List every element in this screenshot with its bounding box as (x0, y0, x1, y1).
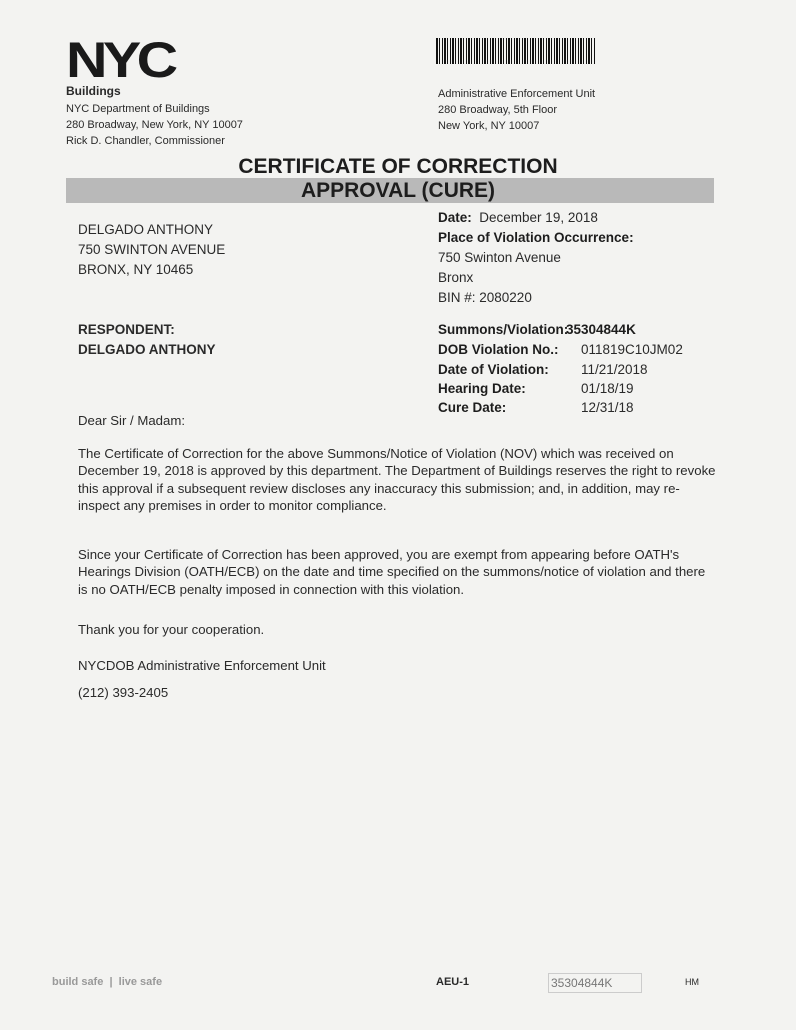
detail-value: 01/18/19 (581, 381, 634, 396)
place-line: BIN #: 2080220 (438, 290, 532, 305)
form-code: AEU-1 (436, 976, 470, 988)
unit-line: Administrative Enforcement Unit (438, 88, 596, 100)
paragraph-exemption: Since your Certificate of Correction has been approved, you are exempt from appearing before OATH's Hearings Division (OATH/ECB) on the date and time specified on the summons/notice of violation and there is no OATH/ECB penalty imposed in connection with this violation. (78, 547, 706, 597)
initials: HM (685, 977, 699, 987)
place-label: Place of Violation Occurrence: (438, 230, 634, 245)
salutation: Dear Sir / Madam: (78, 413, 185, 428)
signature-unit: NYCDOB Administrative Enforcement Unit (78, 658, 326, 673)
document-subtitle: APPROVAL (CURE) (300, 179, 496, 202)
detail-label: Cure Date: (438, 400, 507, 415)
closing-thanks: Thank you for your cooperation. (78, 622, 265, 637)
detail-value: 35304844K (566, 322, 636, 337)
detail-label: Date of Violation: (438, 362, 549, 377)
paragraph-approval: The Certificate of Correction for the above Summons/Notice of Violation (NOV) which was received on December 19, 2018 is approved by this department. The Department of Buildings reserves the right to revoke this approval if a subsequent review discloses any inaccuracy this submission; and, in addition, may re-inspect any premises in order to monitor compliance. (78, 446, 716, 513)
recipient-line: 750 SWINTON AVENUE (78, 242, 226, 257)
respondent-label: RESPONDENT: (78, 322, 175, 337)
detail-row (438, 322, 636, 337)
place-line: 750 Swinton Avenue (438, 250, 561, 265)
dept-line: 280 Broadway, New York, NY 10007 (66, 119, 243, 131)
violation-place (438, 208, 634, 308)
date-label: Date: (438, 210, 472, 225)
place-line: Bronx (438, 270, 474, 285)
detail-label: Summons/Violation: (438, 322, 569, 337)
unit-line: 280 Broadway, 5th Floor (438, 104, 558, 116)
unit-line: New York, NY 10007 (438, 120, 540, 132)
respondent (78, 320, 216, 360)
barcode (436, 38, 596, 64)
logo-subtitle: Buildings (66, 84, 121, 98)
recipient-address (78, 220, 225, 280)
phone-number: (212) 393-2405 (78, 685, 169, 700)
dept-line: Rick D. Chandler, Commissioner (66, 135, 225, 147)
nyc-logo: NYC (66, 32, 174, 88)
department-address (66, 101, 243, 149)
detail-value: 011819C10JM02 (581, 342, 683, 357)
unit-address (438, 86, 595, 134)
recipient-line: DELGADO ANTHONY (78, 222, 214, 237)
dept-line: NYC Department of Buildings (66, 103, 210, 115)
detail-label: DOB Violation No.: (438, 342, 559, 357)
detail-row (438, 342, 683, 357)
detail-label: Hearing Date: (438, 381, 526, 396)
recipient-line: BRONX, NY 10465 (78, 262, 194, 277)
respondent-name: DELGADO ANTHONY (78, 342, 216, 357)
detail-value: 11/21/2018 (581, 362, 648, 377)
detail-row (438, 381, 634, 396)
footer-slogan: build safe | live safe (52, 976, 163, 988)
detail-value: 12/31/18 (581, 400, 634, 415)
footer-summons: 35304844K (548, 973, 642, 993)
detail-row (438, 362, 648, 377)
document-title: CERTIFICATE OF CORRECTION (238, 155, 558, 178)
date-value: December 19, 2018 (479, 210, 598, 225)
